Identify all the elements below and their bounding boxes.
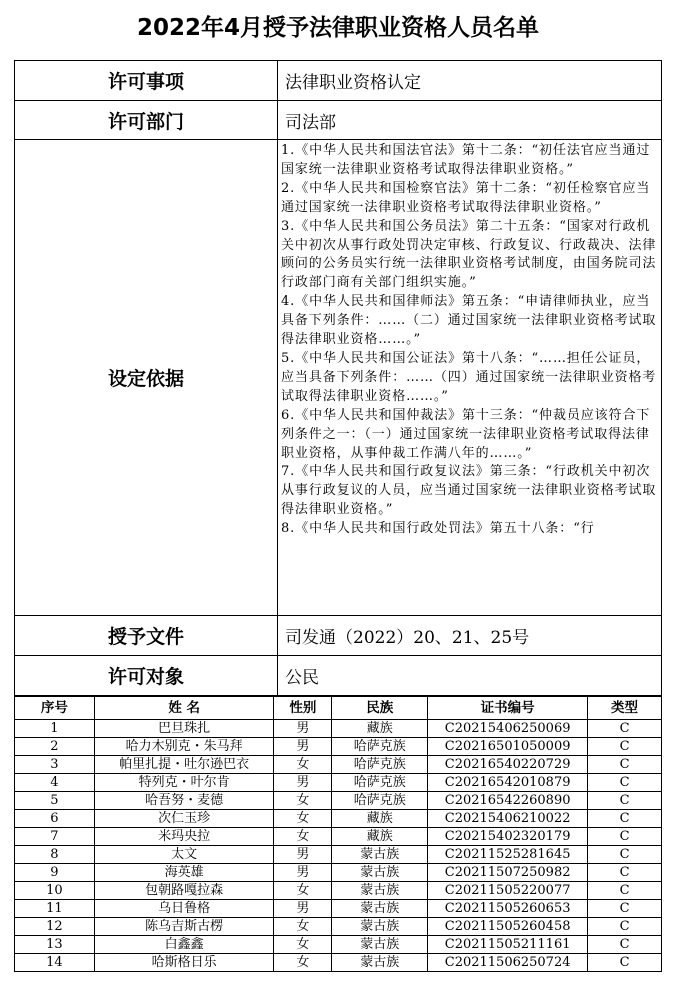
cert-no-cell: C20211507250982 [428, 864, 588, 882]
gender-cell: 女 [274, 954, 332, 972]
type-cell: C [588, 774, 662, 792]
gender-cell: 男 [274, 864, 332, 882]
seq-cell: 4 [15, 774, 95, 792]
cert-no-cell: C20215406210022 [428, 810, 588, 828]
cert-no-cell: C20211525281645 [428, 846, 588, 864]
gender-cell: 男 [274, 720, 332, 738]
name-cell: 乌日鲁格 [94, 900, 274, 918]
ethnicity-cell: 哈萨克族 [332, 738, 428, 756]
ethnicity-cell: 蒙古族 [332, 918, 428, 936]
seq-cell: 9 [15, 864, 95, 882]
license-target-value: 公民 [278, 656, 662, 696]
table-row [15, 936, 662, 954]
type-cell: C [588, 918, 662, 936]
name-cell: 巴旦珠扎 [94, 720, 274, 738]
table-row [15, 792, 662, 810]
cert-no-header: 证书编号 [428, 697, 588, 720]
type-cell: C [588, 954, 662, 972]
name-cell: 哈斯格日乐 [94, 954, 274, 972]
table-row [15, 900, 662, 918]
ethnicity-cell: 藏族 [332, 720, 428, 738]
table-row [15, 846, 662, 864]
gender-cell: 男 [274, 774, 332, 792]
type-cell: C [588, 882, 662, 900]
table-row [15, 738, 662, 756]
cert-no-cell: C20211505260653 [428, 900, 588, 918]
ethnicity-cell: 蒙古族 [332, 864, 428, 882]
ethnicity-cell: 蒙古族 [332, 936, 428, 954]
ethnicity-cell: 藏族 [332, 828, 428, 846]
legal-basis-item: 2.《中华人民共和国检察官法》第十二条：“初任检察官应当通过国家统一法律职业资格考试取得法律职业资格。” [281, 180, 651, 215]
seq-cell: 12 [15, 918, 95, 936]
seq-cell: 6 [15, 810, 95, 828]
name-cell: 太文 [94, 846, 274, 864]
name-cell: 陈乌吉斯古楞 [94, 918, 274, 936]
name-cell: 帕里扎提・吐尔逊巴衣 [94, 756, 274, 774]
name-cell: 特列克・叶尔肯 [94, 774, 274, 792]
name-cell: 次仁玉珍 [94, 810, 274, 828]
legal-basis-item: 3.《中华人民共和国公务员法》第二十五条：“国家对行政机关中初次从事行政处罚决定审核、行政复议、行政裁决、法律顾问的公务员实行统一法律职业资格考试制度，由国务院司法行政部门商有关部门组织实施。” [281, 218, 657, 291]
name-cell: 哈力木别克・朱马拜 [94, 738, 274, 756]
type-header: 类型 [588, 697, 662, 720]
ethnicity-cell: 哈萨克族 [332, 756, 428, 774]
legal-basis-item: 6.《中华人民共和国仲裁法》第十三条：“仲裁员应该符合下列条件之一：（一）通过国家统一法律职业资格考试取得法律职业资格，从事仲裁工作满八年的……。” [281, 407, 651, 461]
gender-cell: 女 [274, 792, 332, 810]
grantee-table [14, 696, 662, 972]
gender-cell: 女 [274, 936, 332, 954]
gender-cell: 男 [274, 738, 332, 756]
name-header: 姓 名 [94, 697, 274, 720]
type-cell: C [588, 810, 662, 828]
cert-no-cell: C20211505220077 [428, 882, 588, 900]
seq-cell: 3 [15, 756, 95, 774]
license-item-value: 法律职业资格认定 [278, 61, 662, 101]
legal-basis-item: 1.《中华人民共和国法官法》第十二条：“初任法官应当通过国家统一法律职业资格考试取得法律职业资格。” [281, 143, 651, 177]
gender-cell: 女 [274, 918, 332, 936]
type-cell: C [588, 864, 662, 882]
cert-no-cell: C20215402320179 [428, 828, 588, 846]
type-cell: C [588, 828, 662, 846]
name-cell: 米玛央拉 [94, 828, 274, 846]
ethnicity-cell: 哈萨克族 [332, 792, 428, 810]
gender-cell: 女 [274, 882, 332, 900]
type-cell: C [588, 738, 662, 756]
ethnicity-header: 民族 [332, 697, 428, 720]
seq-cell: 5 [15, 792, 95, 810]
page-title: 2022年4月授予法律职业资格人员名单 [136, 15, 540, 41]
cert-no-cell: C20211506250724 [428, 954, 588, 972]
ethnicity-cell: 蒙古族 [332, 900, 428, 918]
cert-no-cell: C20211505211161 [428, 936, 588, 954]
cert-no-cell: C20216542010879 [428, 774, 588, 792]
legal-basis-item: 4.《中华人民共和国律师法》第五条：“申请律师执业，应当具备下列条件：……（二）通过国家统一法律职业资格考试取得法律职业资格……。” [281, 294, 657, 348]
gender-cell: 女 [274, 810, 332, 828]
type-cell: C [588, 756, 662, 774]
table-row [15, 810, 662, 828]
seq-cell: 14 [15, 954, 95, 972]
type-cell: C [588, 936, 662, 954]
license-dept-value: 司法部 [278, 101, 662, 140]
name-cell: 海英雄 [94, 864, 274, 882]
ethnicity-cell: 藏族 [332, 810, 428, 828]
ethnicity-cell: 蒙古族 [332, 846, 428, 864]
type-cell: C [588, 900, 662, 918]
table-row [15, 954, 662, 972]
name-cell: 包朝路嘎拉森 [94, 882, 274, 900]
seq-cell: 13 [15, 936, 95, 954]
gender-header: 性别 [274, 697, 332, 720]
seq-cell: 10 [15, 882, 95, 900]
cert-no-cell: C20216501050009 [428, 738, 588, 756]
type-cell: C [588, 720, 662, 738]
table-row [15, 774, 662, 792]
license-info-table [14, 60, 662, 696]
table-row [15, 720, 662, 738]
type-cell: C [588, 792, 662, 810]
ethnicity-cell: 蒙古族 [332, 954, 428, 972]
grant-doc-label: 授予文件 [15, 616, 278, 656]
gender-cell: 男 [274, 900, 332, 918]
seq-cell: 2 [15, 738, 95, 756]
cert-no-cell: C20216542260890 [428, 792, 588, 810]
grantee-table-header [15, 697, 662, 720]
license-item-label: 许可事项 [15, 61, 278, 101]
legal-basis-text [281, 142, 658, 612]
table-row [15, 756, 662, 774]
grant-doc-value: 司发通（2022）20、21、25号 [278, 616, 662, 656]
type-cell: C [588, 846, 662, 864]
table-row [15, 882, 662, 900]
legal-basis-item: 8.《中华人民共和国行政处罚法》第五十八条：“行 [281, 521, 595, 537]
license-target-label: 许可对象 [15, 656, 278, 696]
legal-basis-label: 设定依据 [15, 140, 278, 616]
legal-basis-content [278, 140, 662, 616]
seq-cell: 11 [15, 900, 95, 918]
ethnicity-cell: 蒙古族 [332, 882, 428, 900]
seq-header: 序号 [15, 697, 95, 720]
name-cell: 哈吾努・麦德 [94, 792, 274, 810]
gender-cell: 女 [274, 828, 332, 846]
cert-no-cell: C20211505260458 [428, 918, 588, 936]
table-row [15, 864, 662, 882]
seq-cell: 8 [15, 846, 95, 864]
seq-cell: 7 [15, 828, 95, 846]
legal-basis-item: 5.《中华人民共和国公证法》第十八条：“……担任公证员，应当具备下列条件：……（四）通过国家统一法律职业资格考试取得法律职业资格……。” [281, 350, 657, 404]
name-cell: 白鑫鑫 [94, 936, 274, 954]
license-dept-label: 许可部门 [15, 101, 278, 140]
cert-no-cell: C20216540220729 [428, 756, 588, 774]
seq-cell: 1 [15, 720, 95, 738]
cert-no-cell: C20215406250069 [428, 720, 588, 738]
ethnicity-cell: 哈萨克族 [332, 774, 428, 792]
table-row [15, 828, 662, 846]
gender-cell: 女 [274, 756, 332, 774]
legal-basis-item: 7.《中华人民共和国行政复议法》第三条：“行政机关中初次从事行政复议的人员，应当通过国家统一法律职业资格考试取得法律职业资格。” [281, 464, 657, 518]
table-row [15, 918, 662, 936]
gender-cell: 男 [274, 846, 332, 864]
